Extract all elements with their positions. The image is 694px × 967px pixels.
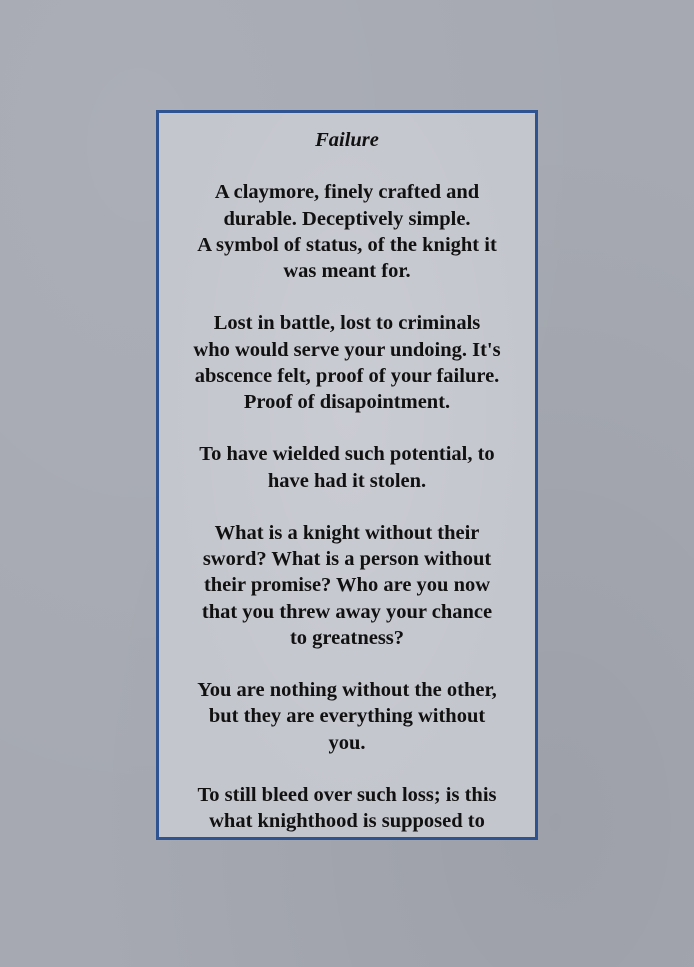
poem-line: have had it stolen. (267, 469, 427, 492)
stanza-3 (175, 441, 519, 493)
poem-line: A symbol of status, of the knight it (197, 233, 497, 256)
poem-line: who would serve your undoing. It's (193, 338, 501, 361)
poem-line: you. (328, 731, 366, 754)
poem-line: was meant for. (283, 260, 411, 282)
stanza-5 (175, 677, 519, 756)
poem-line: To still bleed over such loss; is this (197, 783, 497, 806)
poem-line: what knighthood is supposed to (209, 810, 485, 833)
poem-line: A claymore, finely crafted and (214, 181, 480, 204)
poem-card (156, 110, 538, 840)
poem-title: Failure (315, 129, 379, 151)
poem-line: to greatness? (289, 626, 405, 649)
stanza-6 (175, 782, 519, 834)
poem-line: To have wielded such potential, to (199, 443, 495, 466)
poem-body (159, 127, 535, 834)
poem-line: abscence felt, proof of your failure. (194, 364, 500, 387)
poem-line: their promise? Who are you now (203, 574, 491, 597)
poem-line: but they are everything without (208, 705, 486, 728)
poem-line: that you threw away your chance (201, 600, 493, 623)
poem-line: What is a knight without their (214, 521, 480, 544)
poem-line: durable. Deceptively simple. (223, 207, 471, 230)
poem-line: You are nothing without the other, (197, 679, 497, 702)
stanza-4 (175, 520, 519, 651)
poem-line: Lost in battle, lost to criminals (213, 312, 481, 335)
stanza-2 (175, 310, 519, 415)
poem-line: sword? What is a person without (202, 548, 492, 571)
poem-line: Proof of disapointment. (243, 391, 451, 413)
stanza-1 (175, 179, 519, 284)
